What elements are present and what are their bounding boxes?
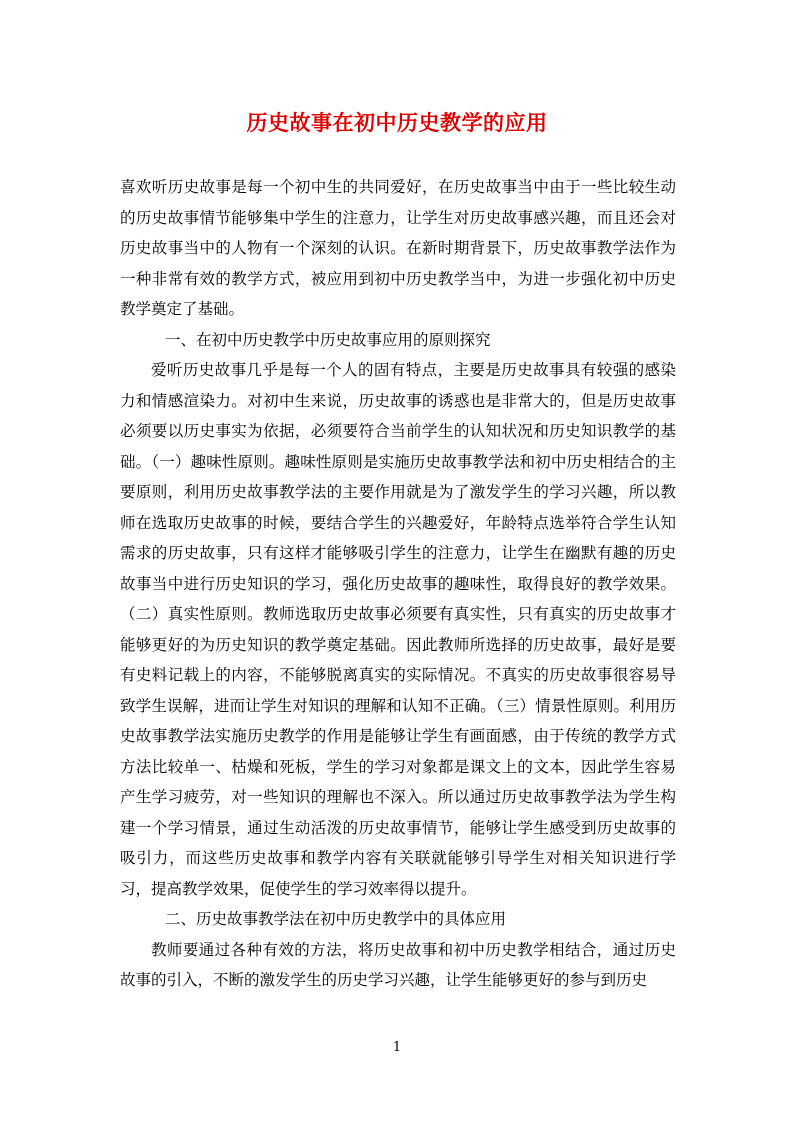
section-heading-1: 一、在初中历史教学中历史故事应用的原则探究 [164, 330, 491, 349]
page-number: 1 [392, 1040, 402, 1055]
section-1-paragraph: 爱听历史故事几乎是每一个人的固有特点，主要是历史故事具有较强的感染力和情感渲染力。对初中生来说，历史故事的诱惑也是非常大的，但是历史故事必须要以历史事实为依据，必须要符合当前学生的认知状况和历史知识教学的基础。（一）趣味性原则。趣味性原则是实施历史故事教学法和初中历史相结合的主要原则，利用历史故事教学法的主要作用就是为了激发学生的学习兴趣，所以教师在选取历史故事的时候，要结合学生的兴趣爱好，年龄特点选举符合学生认知需求的历史故事，只有这样才能够吸引学生的注意力，让学生在幽默有趣的历史故事当中进行历史知识的学习，强化历史故事的趣味性，取得良好的教学效果。（二）真实性原则。教师选取历史故事必须要有真实性，只有真实的历史故事才能够更好的为历史知识的教学奠定基础。因此教师所选择的历史故事，最好是要有史料记载上的内容，不能够脱离真实的实际情况。不真实的历史故事很容易导致学生误解，进而让学生对知识的理解和认知不正确。（三）情景性原则。利用历史故事教学法实施历史教学的作用是能够让学生有画面感，由于传统的教学方式方法比较单一、枯燥和死板，学生的学习对象都是课文上的文本，因此学生容易产生学习疲劳，对一些知识的理解也不深入。所以通过历史故事教学法为学生构建一个学习情景，通过生动活泼的历史故事情节，能够让学生感受到历史故事的吸引力，而这些历史故事和教学内容有关联就能够引导学生对相关知识进行学习，提高教学效果，促使学生的学习效率得以提升。 [120, 361, 676, 898]
section-2-paragraph: 教师要通过各种有效的方法，将历史故事和初中历史教学相结合，通过历史故事的引入，不断的激发学生的历史学习兴趣，让学生能够更好的参与到历史 [120, 940, 676, 989]
document-title: 历史故事在初中历史教学的应用 [246, 110, 548, 135]
intro-paragraph: 喜欢听历史故事是每一个初中生的共同爱好，在历史故事当中由于一些比较生动的历史故事情节能够集中学生的注意力，让学生对历史故事感兴趣，而且还会对历史故事当中的人物有一个深刻的认识。在新时期背景下，历史故事教学法作为一种非常有效的教学方式，被应用到初中历史教学当中，为进一步强化初中历史教学奠定了基础。 [120, 178, 676, 318]
section-heading-2: 二、历史故事教学法在初中历史教学中的具体应用 [164, 910, 506, 928]
document-body [120, 172, 676, 996]
